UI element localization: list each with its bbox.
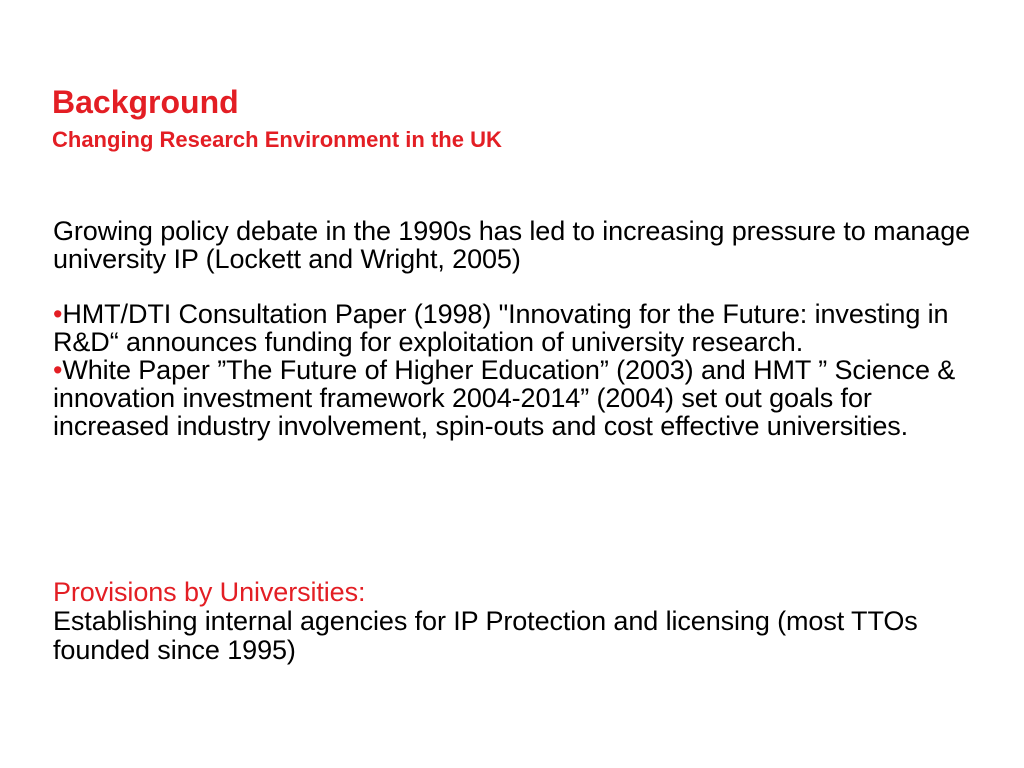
slide-title: Background — [52, 84, 239, 120]
bullet-text: HMT/DTI Consultation Paper (1998) "Innovating for the Future: investing in R&D“ announces funding for exploitation of university research. — [53, 299, 949, 357]
intro-paragraph: Growing policy debate in the 1990s has led to increasing pressure to manage university IP (Lockett and Wright, 2005) — [53, 216, 971, 274]
slide-body — [53, 217, 993, 440]
bullet-marker: • — [53, 299, 63, 329]
slide-subtitle: Changing Research Environment in the UK — [52, 127, 502, 152]
provisions-text: Establishing internal agencies for IP Protection and licensing (most TTOs founded since 1995) — [53, 606, 918, 665]
bullet-item — [53, 300, 993, 356]
provisions-block — [53, 578, 993, 665]
bullet-text: White Paper ”The Future of Higher Education” (2003) and HMT ” Science & innovation investment framework 2004-2014” (2004) set out goals for increased industry involvement, spin-outs and cost effective universities. — [53, 355, 956, 441]
bullet-item — [53, 356, 993, 440]
provisions-heading: Provisions by Universities: — [53, 577, 366, 607]
bullet-marker: • — [53, 355, 63, 385]
